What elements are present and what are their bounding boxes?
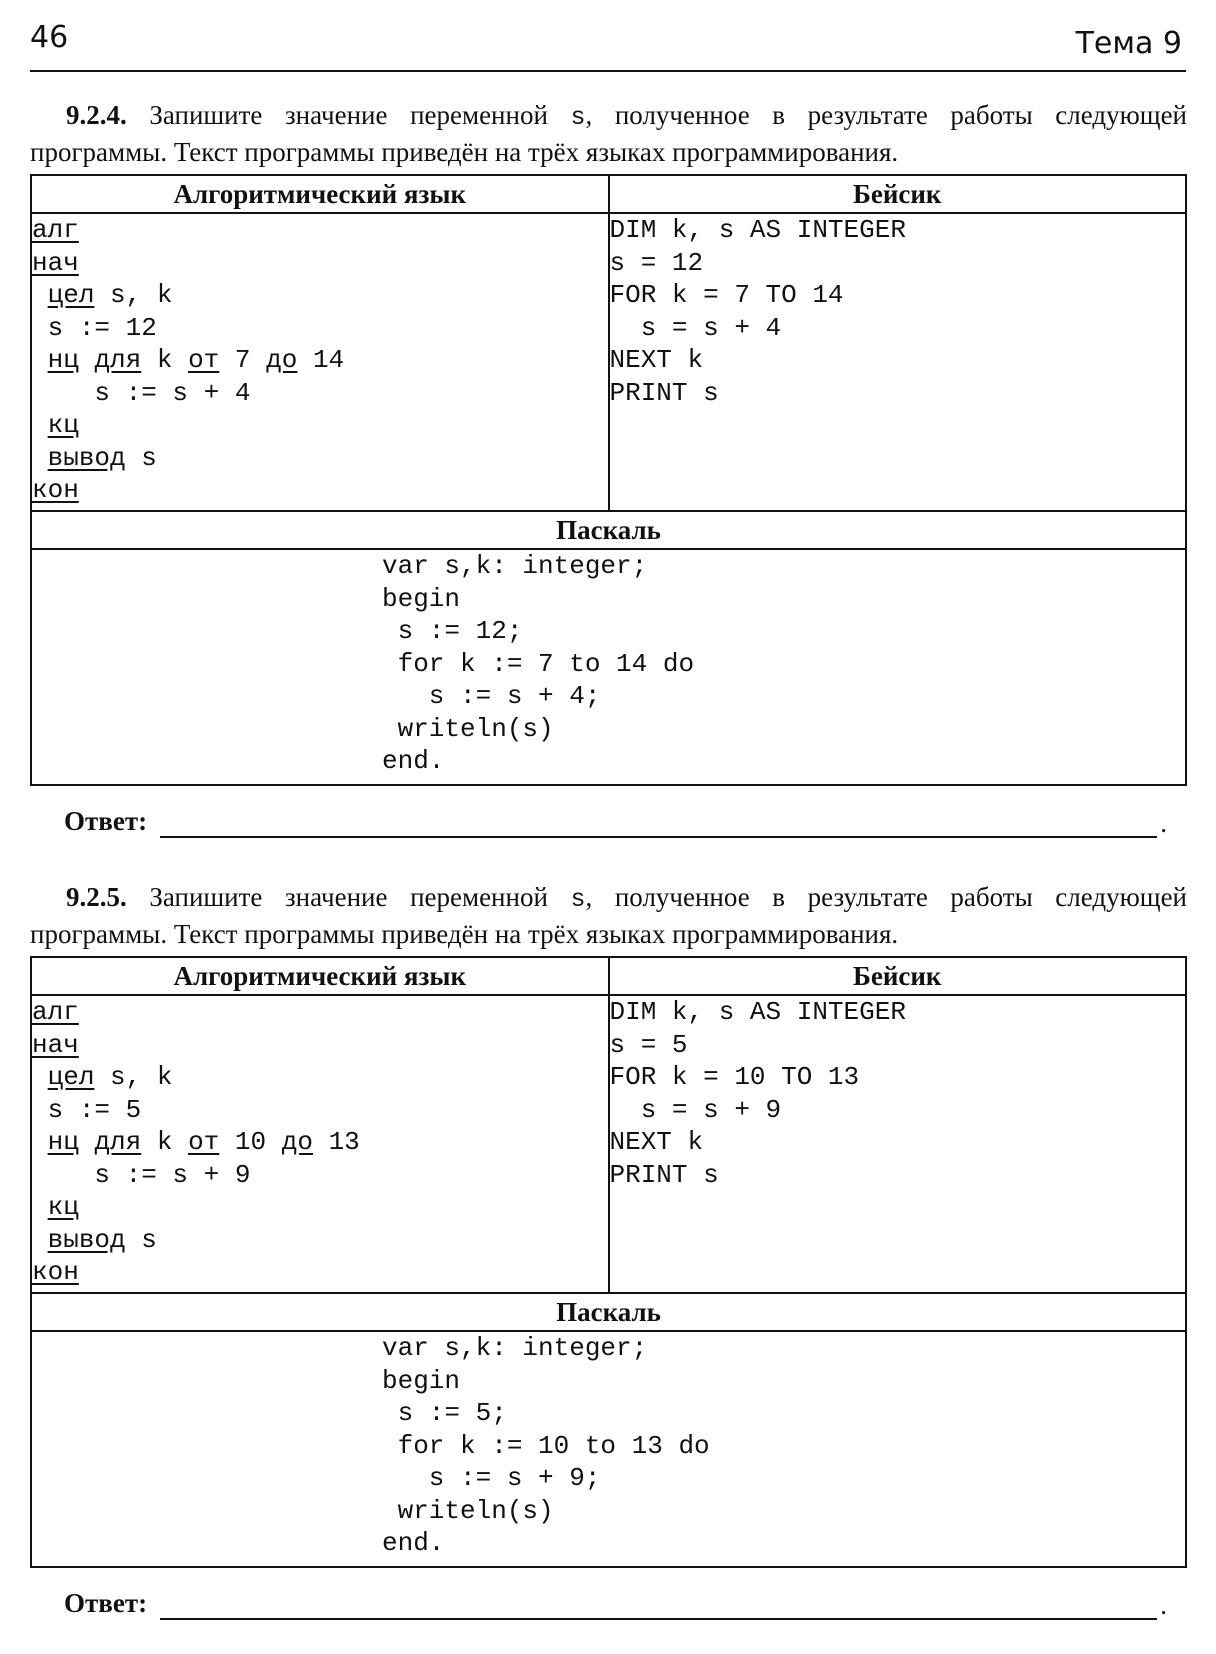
program-table <box>30 956 1187 1568</box>
basic-code-cell <box>609 213 1187 511</box>
problem-number: 9.2.5. <box>66 882 127 912</box>
program-table <box>30 174 1187 786</box>
problem-number: 9.2.4. <box>66 100 127 130</box>
problem-statement: 9.2.5. Запишите значение переменной s, полученное в результате работы следующей программы. Текст программы приведён на трёх языках программирования. <box>30 882 1188 949</box>
column-header-basic: Бейсик <box>609 957 1187 995</box>
column-header-pascal: Паскаль <box>31 511 1186 549</box>
basic-code: DIM k, s AS INTEGER s = 5 FOR k = 10 TO 13 s = s + 9 NEXT k PRINT s <box>609 997 906 1190</box>
column-header-basic: Бейсик <box>609 175 1187 213</box>
column-header-algo: Алгоритмический язык <box>31 175 609 213</box>
column-header-pascal: Паскаль <box>31 1293 1186 1331</box>
algo-code-cell <box>31 213 609 511</box>
topic-title: Тема 9 <box>1075 26 1182 61</box>
answer-row: Ответ: . <box>64 1588 1167 1620</box>
problem-9-2-4 <box>30 98 1187 846</box>
answer-row: Ответ: . <box>64 806 1167 838</box>
answer-label: Ответ: <box>64 1588 148 1618</box>
page-number: 46 <box>30 20 69 55</box>
variable-name: s <box>570 885 586 914</box>
pascal-code-cell <box>31 1331 1186 1567</box>
column-header-algo: Алгоритмический язык <box>31 957 609 995</box>
answer-blank[interactable] <box>160 836 1157 838</box>
answer-label: Ответ: <box>64 806 148 836</box>
problem-statement: 9.2.4. Запишите значение переменной s, полученное в результате работы следующей программы. Текст программы приведён на трёх языках программирования. <box>30 100 1188 167</box>
pascal-code: var s,k: integer; begin s := 5; for k := 10 to 13 do s := s + 9; writeln(s) end. <box>382 1333 710 1558</box>
algo-code: алг нач цел s, k s := 12 нц для k от 7 до 14 s := s + 4 кц вывод s кон <box>32 215 345 505</box>
problem-9-2-5 <box>30 880 1187 1628</box>
algo-code: алг нач цел s, k s := 5 нц для k от 10 до 13 s := s + 9 кц вывод s кон <box>32 997 360 1287</box>
algo-code-cell <box>31 995 609 1293</box>
pascal-code-cell <box>31 549 1186 785</box>
answer-blank[interactable] <box>160 1618 1157 1620</box>
page-header <box>30 14 1186 72</box>
basic-code-cell <box>609 995 1187 1293</box>
basic-code: DIM k, s AS INTEGER s = 12 FOR k = 7 TO 14 s = s + 4 NEXT k PRINT s <box>609 215 906 408</box>
variable-name: s <box>570 103 586 132</box>
pascal-code: var s,k: integer; begin s := 12; for k := 7 to 14 do s := s + 4; writeln(s) end. <box>382 551 695 776</box>
